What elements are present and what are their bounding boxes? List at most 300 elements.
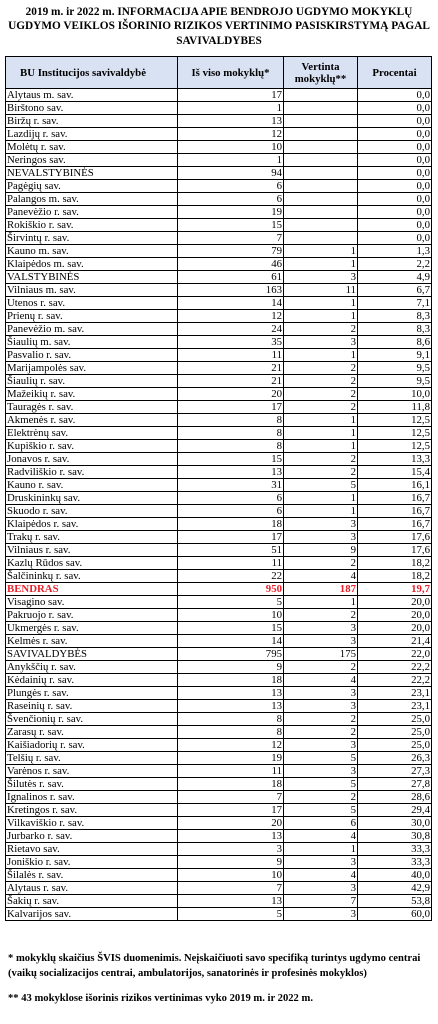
municipality-cell: Kupiškio r. sav. [6, 440, 178, 453]
municipality-cell: Klaipėdos m. sav. [6, 258, 178, 271]
evaluated-schools-cell: 2 [284, 726, 358, 739]
municipality-cell: Pagėgių sav. [6, 180, 178, 193]
percent-cell: 20,0 [358, 596, 432, 609]
total-schools-cell: 19 [178, 752, 284, 765]
total-schools-cell: 18 [178, 778, 284, 791]
total-schools-cell: 1 [178, 154, 284, 167]
percent-cell: 23,1 [358, 700, 432, 713]
municipality-cell: Prienų r. sav. [6, 310, 178, 323]
table-row [6, 609, 432, 622]
evaluated-schools-cell: 6 [284, 817, 358, 830]
percent-cell: 16,1 [358, 479, 432, 492]
evaluated-schools-cell: 2 [284, 661, 358, 674]
percent-cell: 20,0 [358, 609, 432, 622]
table-header [6, 57, 432, 89]
table-row [6, 180, 432, 193]
evaluated-schools-cell: 1 [284, 310, 358, 323]
municipality-cell: Utenos r. sav. [6, 297, 178, 310]
evaluated-schools-cell: 2 [284, 388, 358, 401]
total-schools-cell: 11 [178, 557, 284, 570]
evaluated-schools-cell: 2 [284, 609, 358, 622]
percent-cell: 25,0 [358, 739, 432, 752]
percent-cell: 30,8 [358, 830, 432, 843]
table-row [6, 193, 432, 206]
evaluated-schools-cell: 1 [284, 596, 358, 609]
municipality-cell: Joniškio r. sav. [6, 856, 178, 869]
municipality-cell: Jurbarko r. sav. [6, 830, 178, 843]
evaluated-schools-cell: 1 [284, 427, 358, 440]
percent-cell: 17,6 [358, 544, 432, 557]
municipality-cell: Kauno r. sav. [6, 479, 178, 492]
percent-cell: 29,4 [358, 804, 432, 817]
total-schools-cell: 8 [178, 726, 284, 739]
percent-cell: 10,0 [358, 388, 432, 401]
evaluated-schools-cell: 1 [284, 414, 358, 427]
municipality-cell: Tauragės r. sav. [6, 401, 178, 414]
municipality-cell: Rokiškio r. sav. [6, 219, 178, 232]
total-schools-cell: 17 [178, 401, 284, 414]
total-schools-cell: 8 [178, 440, 284, 453]
percent-cell: 19,7 [358, 583, 432, 596]
percent-cell: 0,0 [358, 193, 432, 206]
table-row [6, 141, 432, 154]
municipality-cell: Kalvarijos sav. [6, 908, 178, 921]
table-row [6, 440, 432, 453]
table-row [6, 544, 432, 557]
total-schools-cell: 10 [178, 869, 284, 882]
total-schools-cell: 11 [178, 349, 284, 362]
total-schools-cell: 6 [178, 505, 284, 518]
percent-cell: 0,0 [358, 141, 432, 154]
total-schools-cell: 51 [178, 544, 284, 557]
evaluated-schools-cell [284, 180, 358, 193]
percent-cell: 23,1 [358, 687, 432, 700]
total-schools-cell: 12 [178, 128, 284, 141]
table-row [6, 492, 432, 505]
percent-cell: 20,0 [358, 622, 432, 635]
evaluated-schools-cell: 2 [284, 375, 358, 388]
evaluated-schools-cell: 3 [284, 336, 358, 349]
table-row [6, 284, 432, 297]
table-row [6, 908, 432, 921]
table-row [6, 583, 432, 596]
table-row [6, 310, 432, 323]
evaluated-schools-cell: 4 [284, 570, 358, 583]
percent-cell: 30,0 [358, 817, 432, 830]
percent-cell: 28,6 [358, 791, 432, 804]
table-row [6, 596, 432, 609]
table-row [6, 115, 432, 128]
table-row [6, 687, 432, 700]
table-row [6, 245, 432, 258]
municipality-cell: Kazlų Rūdos sav. [6, 557, 178, 570]
municipality-cell: Jonavos r. sav. [6, 453, 178, 466]
column-header-percent: Procentai [358, 57, 432, 89]
total-schools-cell: 17 [178, 804, 284, 817]
evaluated-schools-cell: 187 [284, 583, 358, 596]
municipality-cell: Telšių r. sav. [6, 752, 178, 765]
table-row [6, 427, 432, 440]
percent-cell: 4,9 [358, 271, 432, 284]
evaluated-schools-cell: 3 [284, 687, 358, 700]
municipality-cell: Akmenės r. sav. [6, 414, 178, 427]
evaluated-schools-cell [284, 232, 358, 245]
total-schools-cell: 5 [178, 596, 284, 609]
percent-cell: 25,0 [358, 713, 432, 726]
municipality-cell: Palangos m. sav. [6, 193, 178, 206]
municipality-cell: Radviliškio r. sav. [6, 466, 178, 479]
table-row [6, 739, 432, 752]
evaluated-schools-cell: 1 [284, 440, 358, 453]
municipality-cell: Ignalinos r. sav. [6, 791, 178, 804]
table-row [6, 674, 432, 687]
percent-cell: 7,1 [358, 297, 432, 310]
table-row [6, 648, 432, 661]
column-header-total-schools: Iš viso mokyklų* [178, 57, 284, 89]
total-schools-cell: 6 [178, 180, 284, 193]
municipality-cell: Marijampolės sav. [6, 362, 178, 375]
percent-cell: 53,8 [358, 895, 432, 908]
municipality-cell: Mažeikių r. sav. [6, 388, 178, 401]
percent-cell: 27,3 [358, 765, 432, 778]
evaluated-schools-cell: 5 [284, 804, 358, 817]
percent-cell: 8,3 [358, 323, 432, 336]
evaluated-schools-cell: 2 [284, 362, 358, 375]
total-schools-cell: 15 [178, 622, 284, 635]
total-schools-cell: 15 [178, 453, 284, 466]
evaluated-schools-cell: 4 [284, 869, 358, 882]
evaluated-schools-cell [284, 89, 358, 102]
percent-cell: 0,0 [358, 219, 432, 232]
municipality-cell: Širvintų r. sav. [6, 232, 178, 245]
municipality-cell: Lazdijų r. sav. [6, 128, 178, 141]
table-row [6, 817, 432, 830]
evaluated-schools-cell: 3 [284, 882, 358, 895]
percent-cell: 33,3 [358, 843, 432, 856]
total-schools-cell: 9 [178, 856, 284, 869]
total-schools-cell: 17 [178, 531, 284, 544]
table-row [6, 778, 432, 791]
municipality-cell: Trakų r. sav. [6, 531, 178, 544]
evaluated-schools-cell: 3 [284, 518, 358, 531]
percent-cell: 13,3 [358, 453, 432, 466]
evaluated-schools-cell: 1 [284, 843, 358, 856]
total-schools-cell: 13 [178, 895, 284, 908]
table-row [6, 661, 432, 674]
percent-cell: 22,2 [358, 674, 432, 687]
evaluated-schools-cell: 3 [284, 271, 358, 284]
evaluated-schools-cell: 3 [284, 765, 358, 778]
percent-cell: 6,7 [358, 284, 432, 297]
percent-cell: 12,5 [358, 414, 432, 427]
municipality-cell: Visagino sav. [6, 596, 178, 609]
evaluated-schools-cell: 2 [284, 401, 358, 414]
evaluated-schools-cell: 3 [284, 531, 358, 544]
total-schools-cell: 8 [178, 414, 284, 427]
evaluated-schools-cell [284, 102, 358, 115]
table-row [6, 479, 432, 492]
evaluated-schools-cell: 2 [284, 713, 358, 726]
evaluated-schools-cell [284, 193, 358, 206]
municipality-cell: Kaišiadorių r. sav. [6, 739, 178, 752]
percent-cell: 0,0 [358, 154, 432, 167]
municipality-cell: Kelmės r. sav. [6, 635, 178, 648]
total-schools-cell: 21 [178, 375, 284, 388]
evaluated-schools-cell: 3 [284, 856, 358, 869]
total-schools-cell: 9 [178, 661, 284, 674]
total-schools-cell: 14 [178, 297, 284, 310]
table-row [6, 713, 432, 726]
table-row [6, 804, 432, 817]
table-row [6, 869, 432, 882]
municipality-cell: Ukmergės r. sav. [6, 622, 178, 635]
total-schools-cell: 15 [178, 219, 284, 232]
total-schools-cell: 7 [178, 882, 284, 895]
evaluated-schools-cell: 7 [284, 895, 358, 908]
total-schools-cell: 46 [178, 258, 284, 271]
total-schools-cell: 22 [178, 570, 284, 583]
table-body [6, 89, 432, 921]
table-row [6, 557, 432, 570]
municipality-cell: Molėtų r. sav. [6, 141, 178, 154]
municipality-cell: Zarasų r. sav. [6, 726, 178, 739]
municipality-cell: Skuodo r. sav. [6, 505, 178, 518]
table-row [6, 414, 432, 427]
percent-cell: 26,3 [358, 752, 432, 765]
total-schools-cell: 20 [178, 388, 284, 401]
percent-cell: 40,0 [358, 869, 432, 882]
table-row [6, 791, 432, 804]
page-title: 2019 m. ir 2022 m. INFORMACIJA APIE BENDROJO UGDYMO MOKYKLŲ UGDYMO VEIKLOS IŠORINIO RIZIKOS VERTINIMO PASISKIRSTYMĄ PAGAL SAVIVALDYBES [8, 6, 430, 47]
percent-cell: 8,3 [358, 310, 432, 323]
evaluated-schools-cell [284, 167, 358, 180]
percent-cell: 0,0 [358, 206, 432, 219]
municipality-cell: Šalčininkų r. sav. [6, 570, 178, 583]
percent-cell: 0,0 [358, 167, 432, 180]
municipality-cell: Alytaus m. sav. [6, 89, 178, 102]
percent-cell: 16,7 [358, 518, 432, 531]
total-schools-cell: 10 [178, 141, 284, 154]
municipality-cell: Šilutės r. sav. [6, 778, 178, 791]
evaluated-schools-cell: 2 [284, 453, 358, 466]
percent-cell: 17,6 [358, 531, 432, 544]
column-header-evaluated-schools: Vertinta mokyklų** [284, 57, 358, 89]
total-schools-cell: 18 [178, 674, 284, 687]
total-schools-cell: 11 [178, 765, 284, 778]
total-schools-cell: 12 [178, 310, 284, 323]
total-schools-cell: 14 [178, 635, 284, 648]
evaluated-schools-cell: 2 [284, 466, 358, 479]
table-row [6, 843, 432, 856]
evaluated-schools-cell [284, 219, 358, 232]
percent-cell: 9,5 [358, 375, 432, 388]
percent-cell: 9,1 [358, 349, 432, 362]
percent-cell: 42,9 [358, 882, 432, 895]
municipality-cell: Švenčionių r. sav. [6, 713, 178, 726]
municipality-cell: Raseinių r. sav. [6, 700, 178, 713]
municipality-cell: NEVALSTYBINĖS [6, 167, 178, 180]
municipality-cell: VALSTYBINĖS [6, 271, 178, 284]
table-row [6, 466, 432, 479]
evaluated-schools-cell: 175 [284, 648, 358, 661]
table-row [6, 570, 432, 583]
municipality-cell: Birštono sav. [6, 102, 178, 115]
table-row [6, 518, 432, 531]
percent-cell: 18,2 [358, 557, 432, 570]
total-schools-cell: 24 [178, 323, 284, 336]
evaluated-schools-cell: 4 [284, 674, 358, 687]
percent-cell: 16,7 [358, 492, 432, 505]
evaluated-schools-cell: 1 [284, 349, 358, 362]
evaluated-schools-cell: 11 [284, 284, 358, 297]
table-row [6, 206, 432, 219]
evaluated-schools-cell: 4 [284, 830, 358, 843]
evaluated-schools-cell: 3 [284, 908, 358, 921]
percent-cell: 15,4 [358, 466, 432, 479]
table-row [6, 375, 432, 388]
footnotes [8, 951, 433, 1016]
evaluated-schools-cell: 2 [284, 557, 358, 570]
percent-cell: 0,0 [358, 102, 432, 115]
column-header-municipality: BU Institucijos savivaldybė [6, 57, 178, 89]
table-row [6, 622, 432, 635]
municipality-cell: Šiaulių m. sav. [6, 336, 178, 349]
percent-cell: 11,8 [358, 401, 432, 414]
evaluated-schools-cell [284, 115, 358, 128]
evaluated-schools-cell: 1 [284, 258, 358, 271]
table-row [6, 856, 432, 869]
municipality-cell: Kauno m. sav. [6, 245, 178, 258]
percent-cell: 33,3 [358, 856, 432, 869]
total-schools-cell: 8 [178, 427, 284, 440]
evaluated-schools-cell: 2 [284, 323, 358, 336]
total-schools-cell: 5 [178, 908, 284, 921]
total-schools-cell: 13 [178, 115, 284, 128]
municipality-cell: Plungės r. sav. [6, 687, 178, 700]
total-schools-cell: 20 [178, 817, 284, 830]
municipality-risk-table [5, 56, 432, 921]
total-schools-cell: 18 [178, 518, 284, 531]
table-row [6, 362, 432, 375]
table-row [6, 453, 432, 466]
municipality-cell: Rietavo sav. [6, 843, 178, 856]
municipality-cell: Pasvalio r. sav. [6, 349, 178, 362]
total-schools-cell: 950 [178, 583, 284, 596]
table-row [6, 102, 432, 115]
total-schools-cell: 35 [178, 336, 284, 349]
percent-cell: 0,0 [358, 232, 432, 245]
total-schools-cell: 61 [178, 271, 284, 284]
municipality-cell: Biržų r. sav. [6, 115, 178, 128]
percent-cell: 16,7 [358, 505, 432, 518]
total-schools-cell: 1 [178, 102, 284, 115]
percent-cell: 1,3 [358, 245, 432, 258]
municipality-cell: Vilkaviškio r. sav. [6, 817, 178, 830]
table-row [6, 232, 432, 245]
evaluated-schools-cell: 1 [284, 245, 358, 258]
total-schools-cell: 6 [178, 492, 284, 505]
percent-cell: 25,0 [358, 726, 432, 739]
total-schools-cell: 13 [178, 830, 284, 843]
table-row [6, 349, 432, 362]
total-schools-cell: 17 [178, 89, 284, 102]
percent-cell: 27,8 [358, 778, 432, 791]
municipality-cell: Kėdainių r. sav. [6, 674, 178, 687]
table-row [6, 167, 432, 180]
percent-cell: 60,0 [358, 908, 432, 921]
evaluated-schools-cell [284, 141, 358, 154]
evaluated-schools-cell [284, 154, 358, 167]
total-schools-cell: 8 [178, 713, 284, 726]
table-row [6, 219, 432, 232]
total-schools-cell: 94 [178, 167, 284, 180]
percent-cell: 18,2 [358, 570, 432, 583]
table-row [6, 726, 432, 739]
table-row [6, 752, 432, 765]
municipality-cell: Vilniaus m. sav. [6, 284, 178, 297]
percent-cell: 22,2 [358, 661, 432, 674]
total-schools-cell: 13 [178, 466, 284, 479]
table-row [6, 882, 432, 895]
percent-cell: 0,0 [358, 89, 432, 102]
total-schools-cell: 3 [178, 843, 284, 856]
table-row [6, 128, 432, 141]
table-row [6, 401, 432, 414]
municipality-cell: Panevėžio r. sav. [6, 206, 178, 219]
municipality-cell: Alytaus r. sav. [6, 882, 178, 895]
municipality-cell: Šilalės r. sav. [6, 869, 178, 882]
total-schools-cell: 13 [178, 687, 284, 700]
table-row [6, 635, 432, 648]
percent-cell: 9,5 [358, 362, 432, 375]
table-row [6, 765, 432, 778]
evaluated-schools-cell [284, 206, 358, 219]
evaluated-schools-cell [284, 128, 358, 141]
table-row [6, 154, 432, 167]
municipality-cell: Pakruojo r. sav. [6, 609, 178, 622]
municipality-cell: Šiaulių r. sav. [6, 375, 178, 388]
total-schools-cell: 163 [178, 284, 284, 297]
percent-cell: 2,2 [358, 258, 432, 271]
percent-cell: 12,5 [358, 427, 432, 440]
municipality-cell: SAVIVALDYBĖS [6, 648, 178, 661]
percent-cell: 0,0 [358, 128, 432, 141]
total-schools-cell: 19 [178, 206, 284, 219]
total-schools-cell: 21 [178, 362, 284, 375]
percent-cell: 22,0 [358, 648, 432, 661]
evaluated-schools-cell: 5 [284, 479, 358, 492]
table-row [6, 271, 432, 284]
table-row [6, 258, 432, 271]
footnote-school-count: * mokyklų skaičius ŠVIS duomenimis. Neįskaičiuoti savo specifiką turintys ugdymo centrai (vaikų socializacijos centrai, ambulatorijos, sanatorinės ir profesinės mokyklos) [8, 953, 421, 979]
total-schools-cell: 7 [178, 232, 284, 245]
total-schools-cell: 31 [178, 479, 284, 492]
table-row [6, 323, 432, 336]
percent-cell: 21,4 [358, 635, 432, 648]
total-schools-cell: 795 [178, 648, 284, 661]
table-row [6, 297, 432, 310]
evaluated-schools-cell: 2 [284, 791, 358, 804]
municipality-cell: Neringos sav. [6, 154, 178, 167]
total-schools-cell: 7 [178, 791, 284, 804]
table-row [6, 388, 432, 401]
municipality-cell: Šakių r. sav. [6, 895, 178, 908]
evaluated-schools-cell: 1 [284, 492, 358, 505]
municipality-cell: Elektrėnų sav. [6, 427, 178, 440]
table-row [6, 895, 432, 908]
evaluated-schools-cell: 9 [284, 544, 358, 557]
evaluated-schools-cell: 3 [284, 622, 358, 635]
